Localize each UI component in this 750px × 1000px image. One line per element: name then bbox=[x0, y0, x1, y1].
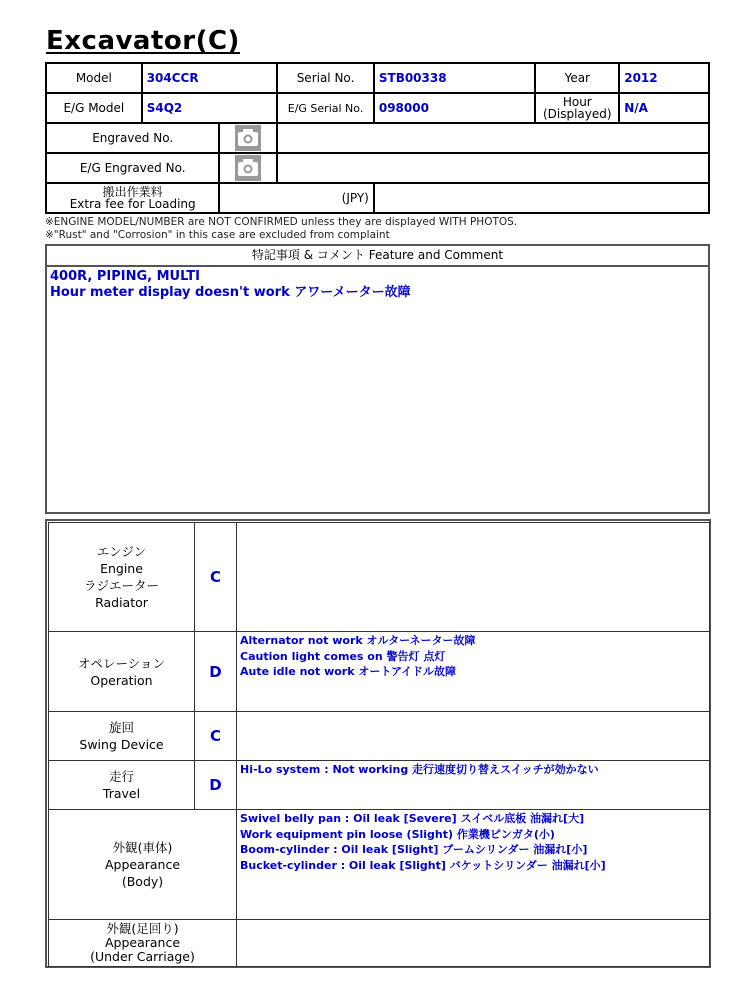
condition-label-line: 旋回 bbox=[108, 720, 134, 735]
condition-grade: D bbox=[195, 761, 237, 810]
condition-label-line: Appearance bbox=[104, 935, 181, 950]
condition-label-line: Appearance bbox=[104, 857, 181, 872]
comment-line: Work equipment pin loose (Slight) 作業機ピンガタ(小) bbox=[240, 827, 555, 841]
condition-row-swing bbox=[49, 712, 710, 761]
serial-value: STB00338 bbox=[374, 63, 535, 93]
condition-row-appearance-undercarriage bbox=[49, 920, 710, 967]
note-rust: ※"Rust" and "Corrosion" in this case are excluded from complaint bbox=[45, 229, 390, 241]
condition-label-line: ラジエーター bbox=[83, 578, 159, 593]
comment-line: Aute idle not work オートアイドル故障 bbox=[240, 665, 457, 678]
condition-table bbox=[48, 522, 710, 967]
extra-fee-label bbox=[46, 183, 219, 213]
condition-comment bbox=[237, 920, 710, 967]
condition-label-line: (Body) bbox=[121, 874, 164, 889]
comment-line: Bucket-cylinder : Oil leak [Slight] バケットシリンダー 油漏れ[小] bbox=[240, 858, 606, 872]
condition-grade: D bbox=[195, 632, 237, 712]
condition-label bbox=[49, 712, 195, 761]
condition-comment bbox=[237, 712, 710, 761]
feature-comment-body bbox=[47, 267, 708, 303]
condition-label-line: (Under Carriage) bbox=[90, 949, 195, 964]
condition-label-line: 外観(車体) bbox=[112, 840, 173, 855]
condition-comment bbox=[237, 761, 710, 810]
condition-label-line: Swing Device bbox=[79, 737, 164, 752]
comment-line: Swivel belly pan : Oil leak [Severe] スイベル底板 油漏れ[大] bbox=[240, 812, 585, 825]
engraved-photo-cell bbox=[219, 123, 277, 153]
vehicle-info-table bbox=[45, 62, 710, 214]
comment-line: Hi-Lo system : Not working 走行速度切り替えスイッチが効かない bbox=[240, 763, 599, 776]
hour-label-line1: Hour bbox=[562, 95, 592, 109]
camera-icon bbox=[233, 125, 263, 151]
comment-line: Boom-cylinder : Oil leak [Slight] ブームシリンダー 油漏れ[小] bbox=[240, 843, 588, 856]
condition-grade: C bbox=[195, 523, 237, 632]
feature-comment-header: 特記事項 & コメント Feature and Comment bbox=[47, 246, 708, 267]
condition-row-travel bbox=[49, 761, 710, 810]
hour-label-line2: (Displayed) bbox=[542, 107, 612, 121]
condition-label-line: エンジン bbox=[96, 544, 147, 559]
page-title: Excavator(C) bbox=[46, 26, 240, 56]
comment-line: Alternator not work オルターネーター故障 bbox=[240, 634, 476, 647]
condition-label bbox=[49, 523, 195, 632]
condition-label bbox=[49, 632, 195, 712]
eg-model-label: E/G Model bbox=[46, 93, 142, 123]
eg-serial-label: E/G Serial No. bbox=[277, 93, 374, 123]
hour-value: N/A bbox=[619, 93, 709, 123]
extra-fee-label-en: Extra fee for Loading bbox=[69, 197, 196, 211]
serial-label: Serial No. bbox=[277, 63, 374, 93]
camera-icon bbox=[233, 155, 263, 181]
condition-label-line: Travel bbox=[102, 786, 141, 801]
eg-engraved-value bbox=[277, 153, 709, 183]
eg-engraved-photo-cell bbox=[219, 153, 277, 183]
condition-label-line: 外観(足回り) bbox=[106, 921, 179, 936]
condition-comment bbox=[237, 810, 710, 920]
condition-label-line: Radiator bbox=[95, 595, 148, 610]
condition-row-appearance-body bbox=[49, 810, 710, 920]
eg-model-value: S4Q2 bbox=[142, 93, 278, 123]
condition-row-operation bbox=[49, 632, 710, 712]
condition-label bbox=[49, 810, 237, 920]
feature-line: Hour meter display doesn't work アワーメーター故障 bbox=[50, 285, 411, 300]
condition-label-line: Operation bbox=[90, 672, 153, 688]
feature-comment-box bbox=[45, 244, 710, 514]
condition-table-frame bbox=[45, 519, 711, 968]
condition-label-line: オペレーション bbox=[77, 655, 165, 671]
year-label: Year bbox=[535, 63, 619, 93]
model-value: 304CCR bbox=[142, 63, 278, 93]
extra-fee-label-jp: 搬出作業料 bbox=[102, 185, 163, 199]
extra-fee-value bbox=[374, 183, 709, 213]
comment-line: Caution light comes on 警告灯 点灯 bbox=[240, 649, 446, 663]
feature-line: 400R, PIPING, MULTI bbox=[50, 269, 200, 284]
hour-label bbox=[535, 93, 619, 123]
condition-comment bbox=[237, 632, 710, 712]
disclaimer-notes bbox=[45, 216, 517, 242]
note-engine: ※ENGINE MODEL/NUMBER are NOT CONFIRMED unless they are displayed WITH PHOTOS. bbox=[45, 216, 518, 228]
condition-row-engine bbox=[49, 523, 710, 632]
eg-serial-value: 098000 bbox=[374, 93, 535, 123]
year-value: 2012 bbox=[619, 63, 709, 93]
condition-label bbox=[49, 920, 237, 967]
engraved-label: Engraved No. bbox=[46, 123, 219, 153]
condition-label-line: Engine bbox=[100, 561, 143, 576]
condition-comment bbox=[237, 523, 710, 632]
extra-fee-unit: (JPY) bbox=[219, 183, 374, 213]
eg-engraved-label: E/G Engraved No. bbox=[46, 153, 219, 183]
engraved-value bbox=[277, 123, 709, 153]
condition-grade: C bbox=[195, 712, 237, 761]
model-label: Model bbox=[46, 63, 142, 93]
condition-label-line: 走行 bbox=[108, 769, 134, 784]
condition-label bbox=[49, 761, 195, 810]
